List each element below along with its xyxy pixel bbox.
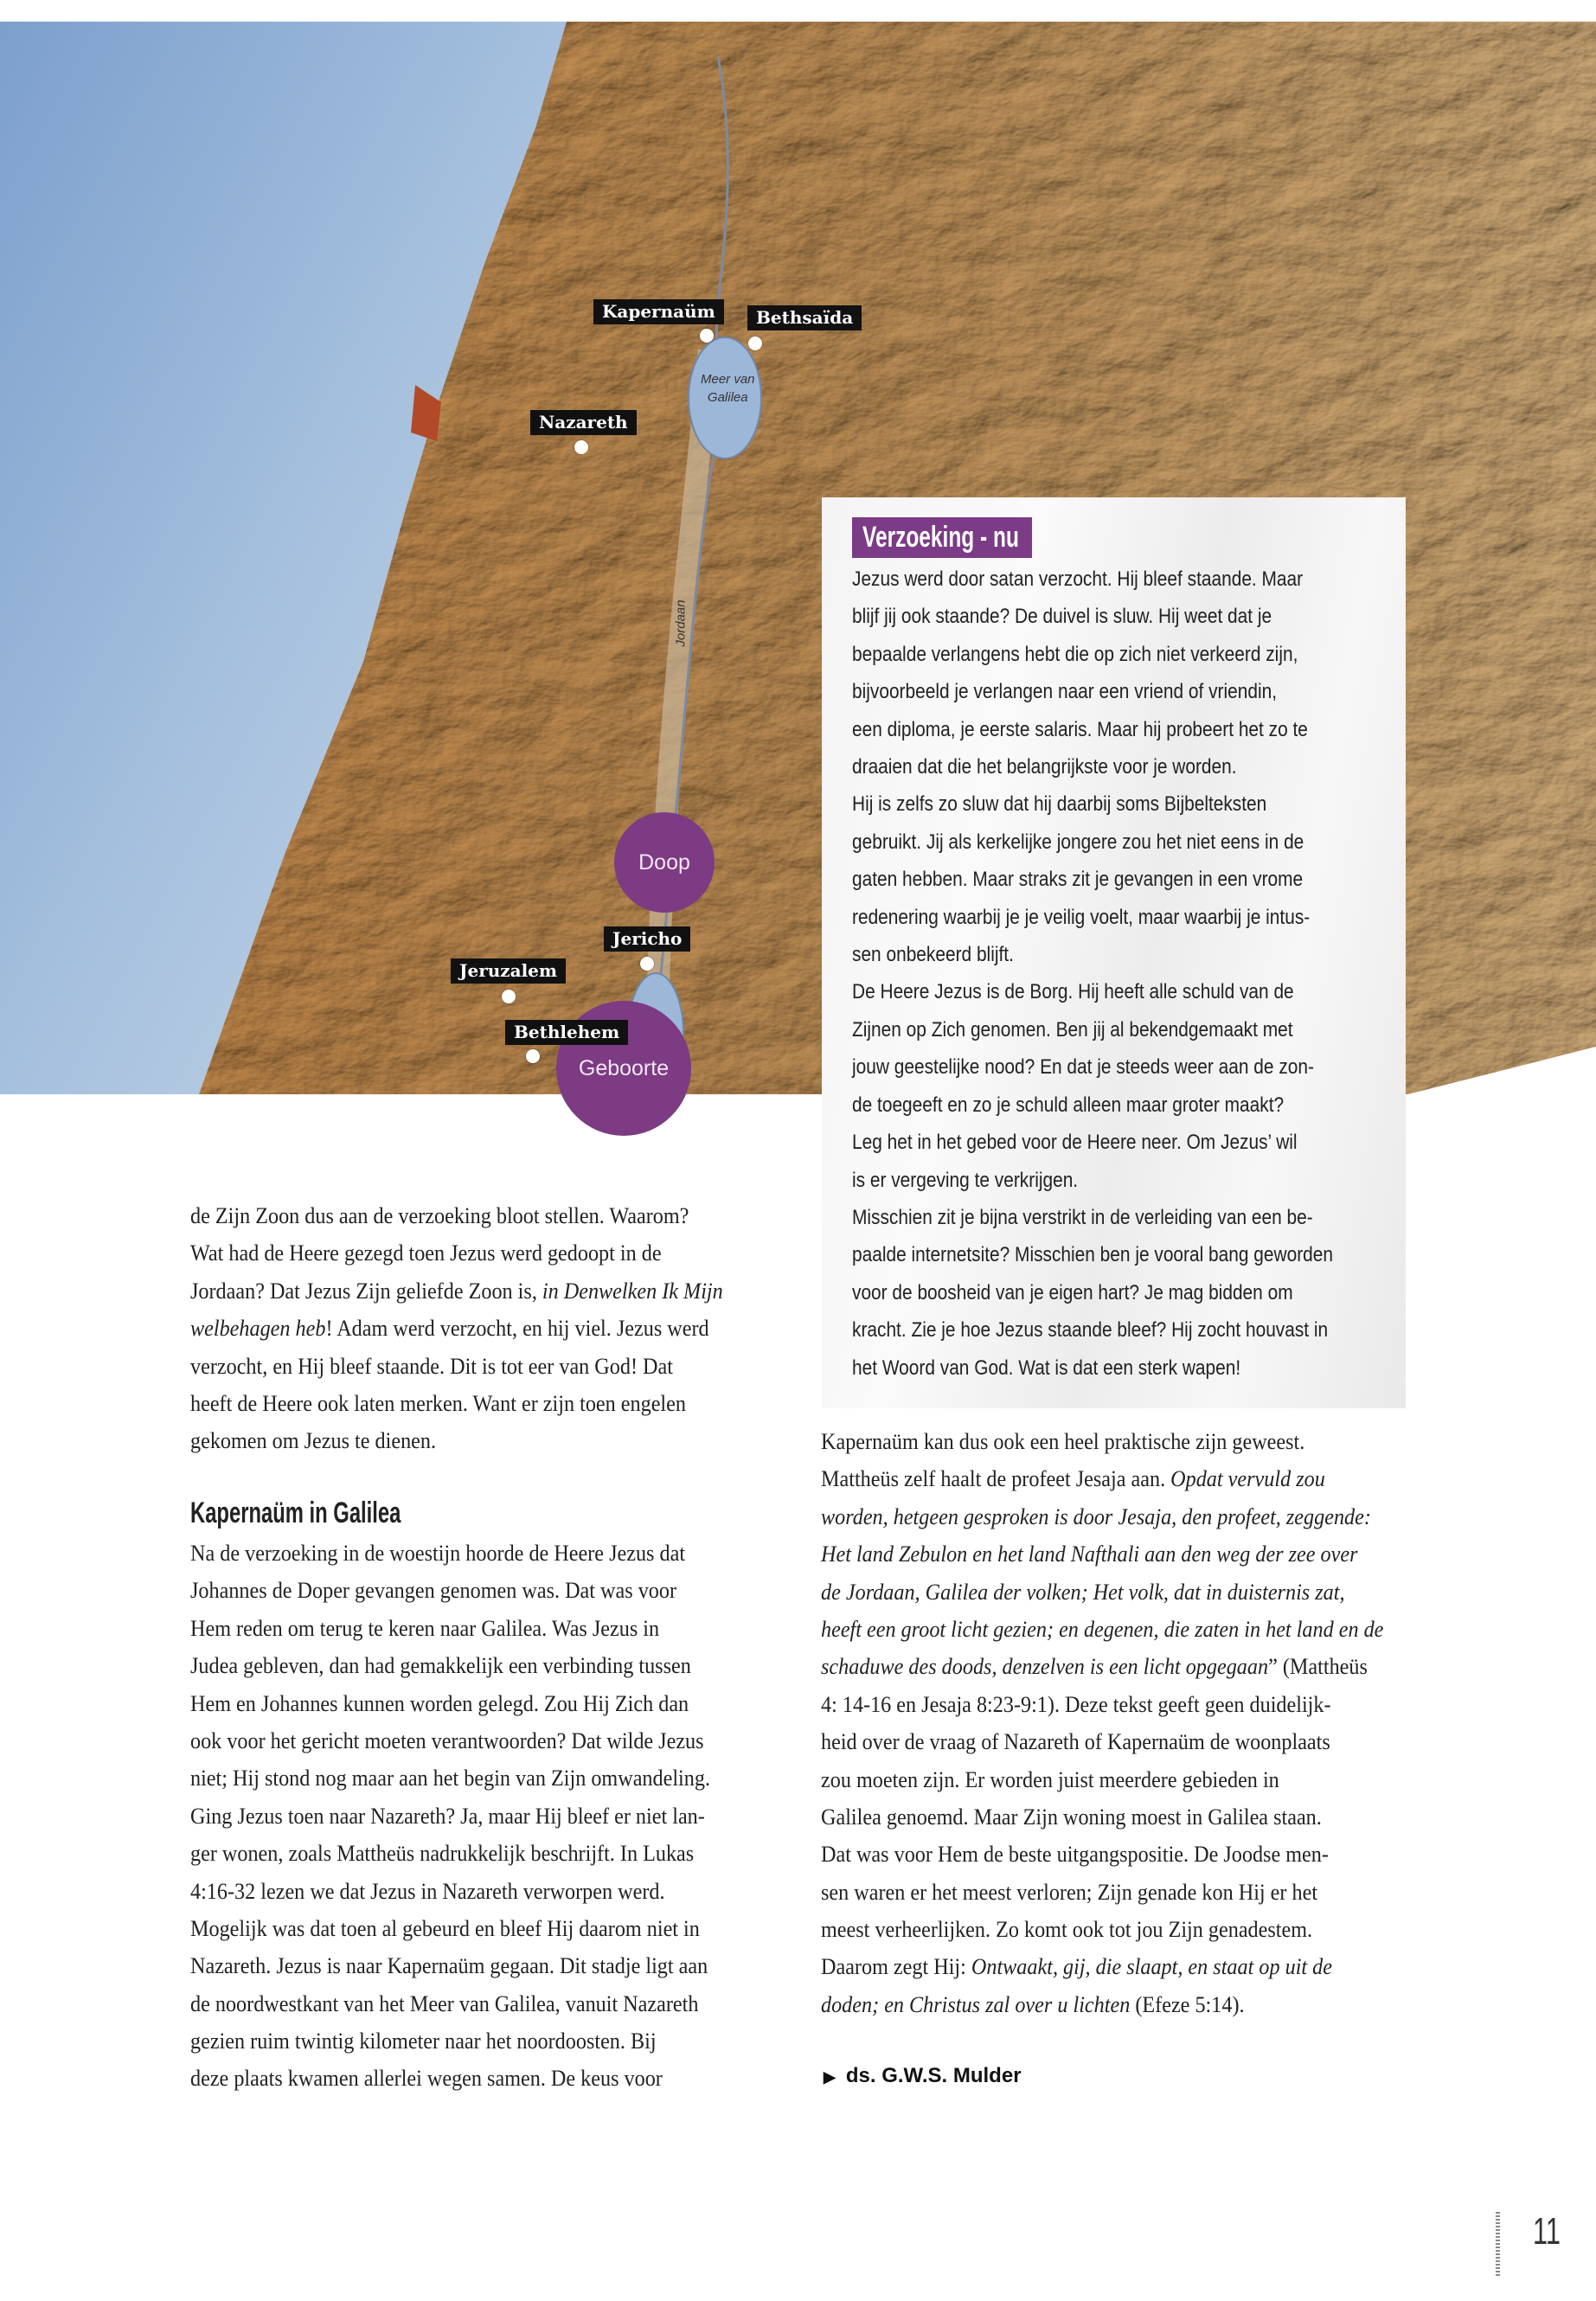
right-paragraph (821, 1423, 1383, 2023)
text-segment: ook voor het gericht moeten verantwoorden? Dat wilde Jezus (190, 1727, 704, 1753)
text-line (190, 1535, 710, 1572)
text-segment: Daarom zegt Hij: (821, 1954, 971, 1980)
text-line (821, 1874, 1383, 1911)
text-line (821, 1761, 1383, 1798)
sidebar-line: bepaalde verlangens hebt die op zich niet verkeerd zijn, (852, 642, 1298, 666)
text-segment: ! Adam werd verzocht, en hij viel. Jezus werd (325, 1316, 709, 1342)
text-segment: Galilea genoemd. Maar Zijn woning moest in Galilea staan. (821, 1804, 1322, 1830)
text-line (821, 1423, 1383, 1460)
sidebar-line: het Woord van God. Wat is dat een sterk wapen! (852, 1356, 1241, 1380)
text-segment: deze plaats kwamen allerlei wegen samen. De keus voor (190, 2066, 663, 2092)
text-line (190, 1985, 710, 2022)
sidebar-line: Zijnen op Zich genomen. Ben jij al bekendgemaakt met (852, 1017, 1293, 1042)
sidebar-line: paalde internetsite? Misschien ben je vooral bang geworden (852, 1243, 1334, 1267)
text-line (190, 1685, 710, 1722)
text-line (821, 1498, 1383, 1535)
text-line (821, 1535, 1383, 1573)
author-name: ds. G.W.S. Mulder (845, 2064, 1022, 2087)
text-line (821, 1798, 1383, 1836)
page-number-rule (1496, 2212, 1500, 2278)
section-heading: Kapernaüm in Galilea (190, 1497, 401, 1529)
place-marker-nazareth[interactable] (574, 440, 588, 454)
text-segment: zou moeten zijn. Er worden juist meerdere gebieden in (821, 1766, 1279, 1792)
text-segment: heeft de Heere ook laten merken. Want er zijn toen engelen (190, 1390, 686, 1416)
text-line (821, 1986, 1383, 2023)
sidebar-line: gebruikt. Jij als kerkelijke jongere zou het niet eens in de (852, 830, 1304, 854)
italic-quote: schaduwe des doods, denzelven is een licht opgegaan (821, 1654, 1269, 1680)
place-marker-bethlehem[interactable] (526, 1049, 540, 1063)
place-marker-jeruzalem[interactable] (502, 990, 516, 1003)
text-segment: meest verheerlijken. Zo komt ook tot jou Zijn genadestem. (821, 1917, 1313, 1943)
text-segment: Judea gebleven, dan had gemakkelijk een verbinding tussen (190, 1653, 691, 1679)
text-segment: niet; Hij stond nog maar aan het begin van Zijn omwandeling. (190, 1766, 711, 1791)
text-line (190, 1722, 710, 1759)
place-marker-bethsaida[interactable] (748, 336, 762, 350)
text-segment: sen waren er het meest verloren; Zijn genade kon Hij er het (821, 1879, 1318, 1905)
text-line (190, 1835, 710, 1872)
sidebar-line: bijvoorbeeld je verlangen naar een vriend of vriendin, (852, 680, 1278, 704)
sidebar-line: Leg het in het gebed voor de Heere neer. Om Jezus’ wil (852, 1131, 1298, 1155)
text-line (821, 1611, 1383, 1648)
sidebar-line: kracht. Zie je hoe Jezus staande bleef? Hij zocht houvast in (852, 1318, 1329, 1343)
text-line (821, 1686, 1383, 1723)
italic-quote: in Denwelken Ik Mijn (542, 1278, 723, 1304)
text-segment: Kapernaüm kan dus ook een heel praktische zijn geweest. (821, 1429, 1305, 1454)
arrow-icon: ▶ (824, 2068, 836, 2086)
sidebar-line: blijf jij ook staande? De duivel is sluw. Hij weet dat je (852, 605, 1272, 629)
place-marker-jericho[interactable] (640, 957, 654, 971)
left-paragraph-1 (190, 1197, 723, 1460)
sidebar-line: draaien dat die het belangrijkste voor je worden. (852, 755, 1237, 779)
sidebar-line: jouw geestelijke nood? En dat je steeds weer aan de zon- (852, 1055, 1314, 1080)
place-label-jericho: Jericho (604, 926, 690, 952)
text-line (190, 1348, 723, 1385)
text-segment: ” (Mattheüs (1268, 1654, 1368, 1680)
sidebar-line: gaten hebben. Maar straks zit je gevangen in een vrome (852, 868, 1304, 892)
sidebar-line: sen onbekeerd blijft. (852, 943, 1014, 967)
place-label-kapernaum: Kapernaüm (593, 299, 724, 324)
text-line (190, 1234, 723, 1272)
text-segment: Mogelijk was dat toen al gebeurd en bleef Hij daarom niet in (190, 1915, 700, 1941)
text-segment: verzocht, en Hij bleef staande. Dit is tot eer van God! Dat (190, 1353, 673, 1379)
italic-quote: heeft een groot licht gezien; en degenen, die zaten in het land en de (821, 1616, 1384, 1642)
text-line (190, 1910, 710, 1947)
place-label-nazareth: Nazareth (530, 410, 637, 435)
text-line (190, 1610, 710, 1647)
event-doop: Doop (614, 812, 715, 913)
italic-quote: Opdat vervuld zou (1170, 1466, 1325, 1492)
left-paragraph-2 (190, 1535, 710, 2098)
text-line (821, 1723, 1383, 1760)
text-segment: 4: 14-16 en Jesaja 8:23-9:1). Deze tekst geeft geen duidelijk- (821, 1691, 1331, 1717)
text-line (190, 1947, 710, 1984)
text-segment: ger wonen, zoals Mattheüs nadrukkelijk beschrijft. In Lukas (190, 1841, 695, 1867)
text-line (190, 2022, 710, 2060)
event-geboorte: Geboorte (556, 1001, 691, 1136)
river-label: Jordaan (673, 599, 689, 647)
text-segment: Ging Jezus toen naar Nazareth? Ja, maar Hij bleef er niet lan- (190, 1803, 705, 1829)
sidebar-box (822, 497, 1406, 1408)
text-segment: Nazareth. Jezus is naar Kapernaüm gegaan. Dit stadje ligt aan (190, 1953, 708, 1979)
text-segment: Hem reden om terug te keren naar Galilea. Was Jezus in (190, 1615, 660, 1641)
text-segment: 4:16-32 lezen we dat Jezus in Nazareth verworpen werd. (190, 1878, 665, 1904)
text-line (190, 1798, 710, 1835)
sidebar-line: voor de boosheid van je eigen hart? Je mag bidden om (852, 1280, 1293, 1304)
lake-label: Meer van Galilea (701, 372, 755, 405)
sidebar-line: is er vergeving te verkrijgen. (852, 1168, 1079, 1192)
text-segment: gezien ruim twintig kilometer naar het noordoosten. Bij (190, 2029, 657, 2054)
sidebar-title: Verzoeking - nu (852, 517, 1032, 558)
text-segment: gekomen om Jezus te dienen. (190, 1428, 437, 1454)
sidebar-line: De Heere Jezus is de Borg. Hij heeft alle schuld van de (852, 980, 1294, 1004)
text-line (190, 1310, 723, 1347)
text-line (190, 1759, 710, 1797)
text-line (821, 1911, 1383, 1948)
text-segment: Dat was voor Hem de beste uitgangspositie. De Joodse men- (821, 1842, 1329, 1868)
text-line (190, 1272, 723, 1310)
text-line (190, 2060, 710, 2097)
text-line (190, 1422, 723, 1459)
sidebar-line: de toegeeft en zo je schuld alleen maar groter maakt? (852, 1093, 1285, 1117)
text-segment: Jordaan? Dat Jezus Zijn geliefde Zoon is, (190, 1278, 542, 1304)
text-line (190, 1197, 723, 1234)
text-line (190, 1873, 710, 1910)
italic-quote: Het land Zebulon en het land Nafthali aan den weg der zee over (821, 1541, 1358, 1567)
place-label-jeruzalem: Jeruzalem (451, 958, 566, 984)
text-segment: Na de verzoeking in de woestijn hoorde de Heere Jezus dat (190, 1541, 686, 1566)
text-segment: de noordwestkant van het Meer van Galilea, vanuit Nazareth (190, 1990, 699, 2016)
italic-quote: doden; en Christus zal over u lichten (821, 1991, 1131, 2017)
sidebar-line: Misschien zit je bijna verstrikt in de verleiding van een be- (852, 1205, 1313, 1229)
sidebar-line: redenering waarbij je je veilig voelt, maar waarbij je intus- (852, 905, 1311, 929)
text-line (821, 1648, 1383, 1685)
text-line (821, 1574, 1383, 1611)
text-segment: heid over de vraag of Nazareth of Kapernaüm de woonplaats (821, 1729, 1330, 1755)
sidebar-line: Hij is zelfs zo sluw dat hij daarbij soms Bijbelteksten (852, 792, 1267, 817)
text-segment: Johannes de Doper gevangen genomen was. Dat was voor (190, 1578, 677, 1604)
text-segment: de Zijn Zoon dus aan de verzoeking bloot stellen. Waarom? (190, 1203, 689, 1228)
place-label-bethlehem: Bethlehem (505, 1020, 628, 1045)
italic-quote: Ontwaakt, gij, die slaapt, en staat op uit de (971, 1954, 1333, 1980)
text-segment: Mattheüs zelf haalt de profeet Jesaja aan. (821, 1466, 1171, 1492)
italic-quote: de Jordaan, Galilea der volken; Het volk, dat in duisternis zat, (821, 1579, 1345, 1605)
sidebar-line: Jezus werd door satan verzocht. Hij bleef staande. Maar (852, 567, 1304, 591)
text-segment: Wat had de Heere gezegd toen Jezus werd gedoopt in de (190, 1240, 662, 1266)
italic-quote: worden, hetgeen gesproken is door Jesaja, den profeet, zeggende: (821, 1503, 1371, 1529)
text-line (821, 1948, 1383, 1985)
author-line (824, 2064, 1022, 2088)
italic-quote: welbehagen heb (190, 1316, 326, 1342)
place-marker-kapernaum[interactable] (700, 329, 714, 343)
text-line (190, 1385, 723, 1422)
page-number: 11 (1533, 2210, 1561, 2253)
sidebar-body (852, 561, 1333, 1387)
text-line (821, 1836, 1383, 1873)
text-line (190, 1647, 710, 1684)
text-line (190, 1572, 710, 1609)
sidebar-line: een diploma, je eerste salaris. Maar hij probeert het zo te (852, 717, 1308, 741)
text-line (821, 1460, 1383, 1497)
text-segment: (Efeze 5:14). (1130, 1991, 1245, 2017)
text-segment: Hem en Johannes kunnen worden gelegd. Zou Hij Zich dan (190, 1690, 689, 1716)
place-label-bethsaida: Bethsaïda (747, 305, 862, 330)
